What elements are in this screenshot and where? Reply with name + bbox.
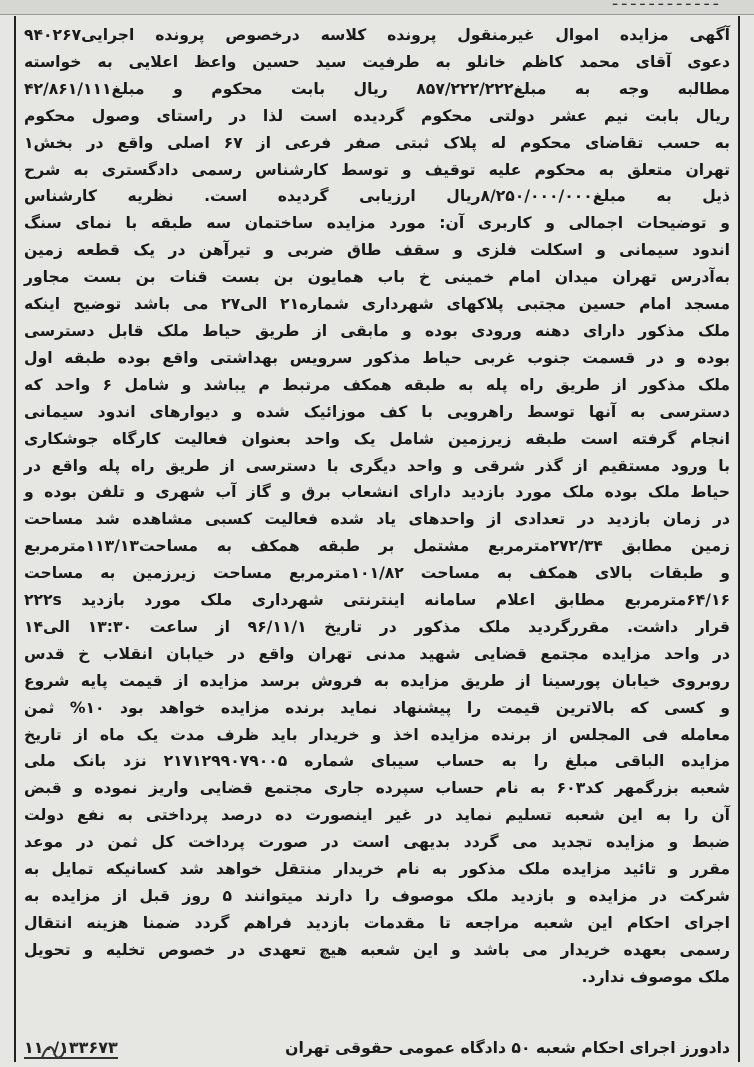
notice-line: به حسب تقاضای محکوم له پلاک ثبتی صفر فرعی از ۶۷ اصلی واقع در بخش۱ bbox=[24, 133, 730, 152]
notice-line: آن را به این شعبه تسلیم نماید در غیر اینصورت ده درصد پرداختی به نفع دولت bbox=[24, 806, 730, 825]
notice-line: اجرای احکام این شعبه مراجعه تا مقدمات بازدید فراهم گردد ضمنا هزینه انتقال bbox=[24, 913, 730, 932]
notice-line: ملک مذکور دارای دهنه ورودی بوده و مابقی از طریق حیاط ملک قابل دسترسی bbox=[24, 321, 730, 340]
notice-line: رسمی بعهده خریدار می باشد و این شعبه هیچ تعهدی در خصوص تخلیه و تحویل bbox=[24, 940, 730, 959]
notice-line: شرکت در مزایده و بازدید ملک موصوف را دارند میتوانند ۵ روز قبل از مزایده به bbox=[24, 887, 730, 905]
notice-line: قرار داشت. مقررگردید ملک مذکور در تاریخ ۹۶/۱۱/۱ از ساعت ۱۳:۳۰ الی۱۴ bbox=[24, 617, 730, 636]
notice-line: دسترسی به آنها توسط راهرویی با کف موزائیک شده و دیوارهای اندود سیمانی bbox=[24, 402, 730, 421]
notice-line: ملک موصوف ندارد. bbox=[581, 967, 730, 986]
ink-mark-icon bbox=[38, 1040, 68, 1062]
notice-line: در واحد مزایده مجتمع قضایی شهید مدنی تهران واقع در خیابان انقلاب خ قدس bbox=[24, 644, 730, 663]
reference-number: ۱۱۰/۱۳۳۶۷۳ bbox=[24, 1037, 118, 1057]
notice-line: مقرر و تائید مزایده ملک مذکور به نام خریدار منتقل خواهد شد کسانیکه تمایل به bbox=[24, 860, 730, 879]
notice-line: شعبه بزرگمهر کد۶۰۳ به نام حساب سپرده جاری مجتمع قضایی واریز نموده و قبض bbox=[24, 779, 730, 798]
notice-line: مطالبه وجه به مبلغ۸۵۷/۲۲۲/۲۲۲ ریال بابت محکوم و مبلغ۴۲/۸۶۱/۱۱۱ bbox=[24, 79, 730, 98]
notice-line: مسجد امام حسین مجتبی پلاکهای شهرداری شماره۲۱ الی۲۷ می باشد توضیح اینکه bbox=[24, 295, 730, 314]
notice-line: به‌آدرس تهران میدان امام خمینی خ باب همایون بن بست قنات بن بست مجاور bbox=[24, 268, 730, 287]
notice-line: ریال بابت نیم عشر دولتی محکوم گردیده است لذا در راستای وصول محکوم bbox=[24, 106, 730, 125]
notice-line: معامله فی المجلس از برنده مزایده اخذ و خریدار باید ظرف مدت یک ماه از تاریخ bbox=[24, 725, 730, 744]
notice-line: ضبط و مزایده تجدید می گردد بدیهی است در صورت پرداخت کل ثمن در موعد bbox=[24, 833, 730, 852]
signature-line: دادورز اجرای احکام شعبه ۵۰ دادگاه عمومی حقوقی تهران bbox=[285, 1039, 730, 1057]
notice-line: ذیل به مبلغ۸/۲۵۰/۰۰۰/۰۰۰ریال ارزیابی گردیده است. نظریه کارشناس bbox=[24, 187, 730, 206]
notice-line: بوده و در قسمت جنوب غربی حیاط مذکور سرویس بهداشتی واقع بوده طبقه اول bbox=[24, 348, 730, 367]
notice-footer bbox=[24, 1033, 730, 1063]
notice-line: با ورود مستقیم از گذر شرقی و واحد دیگری با دسترسی از طریق راه پله واقع در bbox=[24, 456, 730, 475]
notice-line: دعوی آقای محمد کاظم خانلو به طرفیت سید حسین واعظ اعلایی به خواسته bbox=[24, 52, 730, 71]
notice-line: روبروی خیابان پورسینا از طریق مزایده به فروش برسد مزایده از قیمت پایه شروع bbox=[24, 671, 730, 690]
notice-line: حیاط ملک بوده ملک مورد بازدید دارای انشعاب برق و گاز آب شهری و تلفن بوده و bbox=[24, 483, 730, 502]
notice-line: اندود سیمانی و اسکلت فلزی و سقف طاق ضربی و تیرآهن در یک قطعه زمین bbox=[24, 241, 730, 260]
notice-line: در زمان بازدید در تعدادی از واحدهای یاد شده فعالیت کسبی مشاهده شد مساحت bbox=[24, 510, 730, 529]
notice-line: ملک مذکور از طریق راه پله به طبقه همکف مرتبط م یباشد و شامل ۶ واحد که bbox=[24, 375, 730, 394]
cut-off-text: ـ ـ ـ ـ ـ ـ ـ ـ ـ ـ ـ ـ bbox=[612, 0, 718, 9]
notice-line: و کسی که بالاترین قیمت را پیشنهاد نماید برنده مزایده خواهد بود ۱۰% ثمن bbox=[24, 698, 730, 717]
notice-line: آگهی مزایده اموال غیرمنقول پرونده کلاسه درخصوص پرونده اجرایی۹۴۰۲۶۷ bbox=[24, 26, 730, 44]
notice-line: انجام گرفته است طبقه زیرزمین شامل یک واحد بعنوان فعالیت کارگاه جوشکاری bbox=[24, 429, 730, 448]
auction-notice-body bbox=[24, 22, 730, 991]
notice-line: ۶۴/۱۶مترمربع مطابق اعلام سامانه اینترنتی شهرداری ملک مورد بازدید ۲۲۲s bbox=[24, 591, 730, 610]
notice-line: مزایده الباقی مبلغ را به حساب سیبای شماره ۲۱۷۱۲۹۹۰۷۹۰۰۵ نزد بانک ملی bbox=[24, 752, 730, 771]
notice-line: و طبقات بالای همکف به مساحت ۱۰۱/۸۲مترمربع مساحت زیرزمین به مساحت bbox=[24, 564, 731, 583]
notice-line: زمین مطابق ۲۷۲/۳۴مترمربع مشتمل بر طبقه همکف به مساحت۱۱۳/۱۳مترمربع bbox=[24, 537, 730, 556]
notice-line: و توضیحات اجمالی و کاربری آن: مورد مزایده ساختمان سه طبقه با نمای سنگ bbox=[24, 214, 730, 233]
notice-line: تهران متعلق به محکوم علیه توقیف و توسط کارشناس رسمی دادگستری به شرح bbox=[24, 160, 730, 179]
previous-ad-strip bbox=[0, 0, 754, 15]
